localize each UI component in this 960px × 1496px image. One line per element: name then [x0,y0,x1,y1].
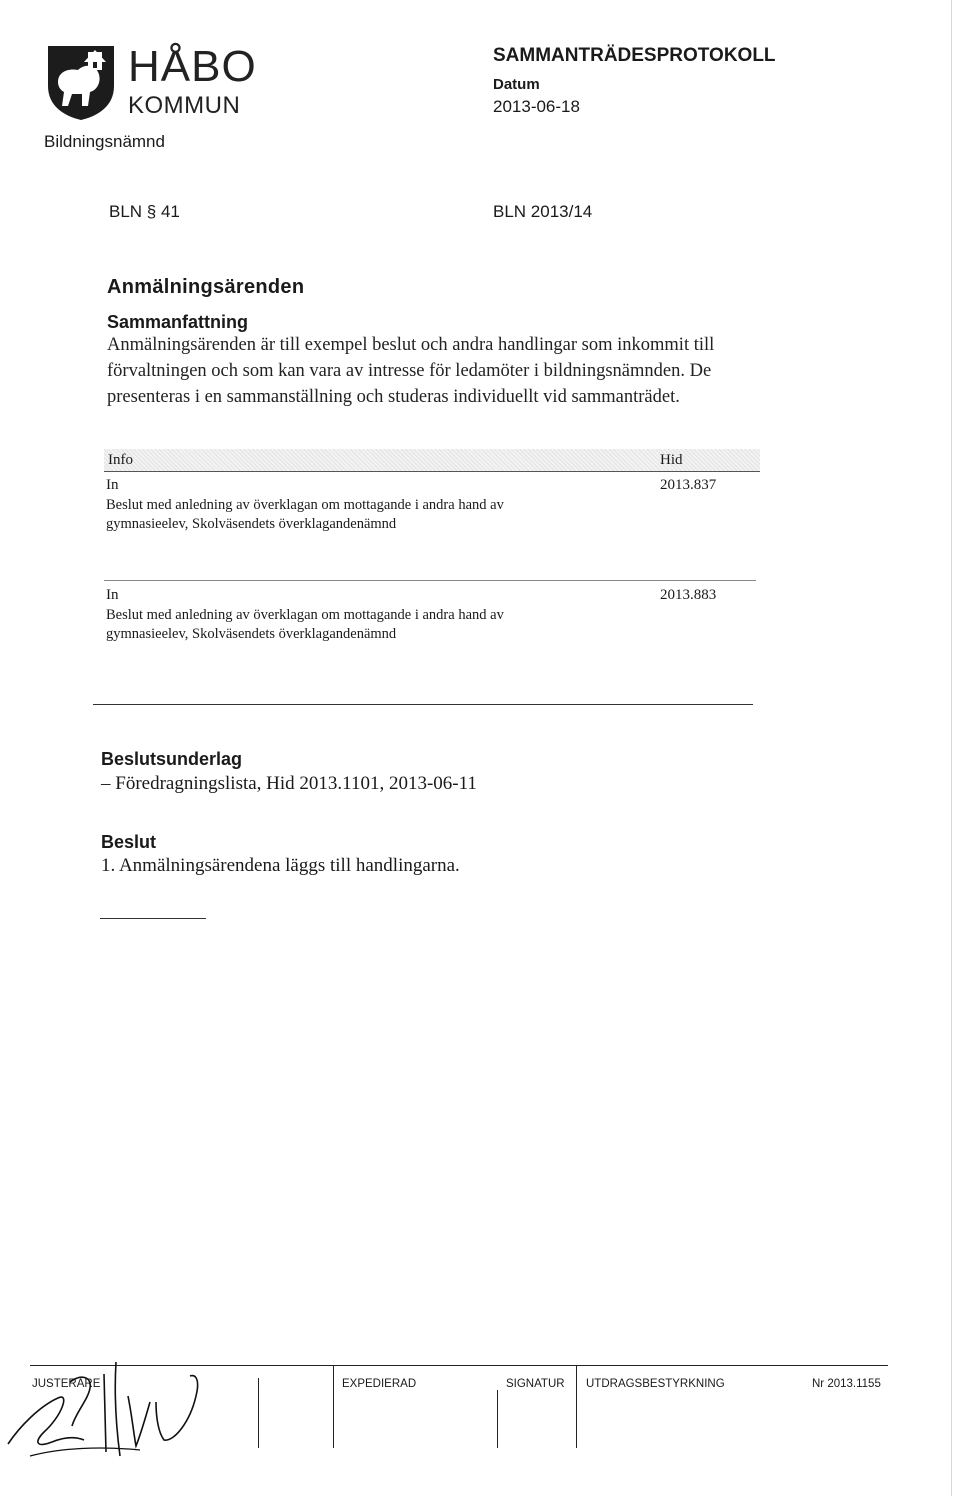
basis-heading: Beslutsunderlag [101,749,243,769]
footer-divider [497,1390,498,1448]
brand-subname: KOMMUN [128,92,241,119]
habo-coat-of-arms-icon [44,42,118,122]
table-row-hid: 2013.837 [660,477,717,493]
committee-name: Bildningsnämnd [44,132,165,151]
footer-justerare-label: JUSTERARE [32,1378,101,1390]
summary-text: Anmälningsärenden är till exempel beslut och andra handlingar som inkommit till förvaltningen och som kan vara av intresse för ledamöter i bildningsnämnden. De presenteras i en sammanställning och studeras individuellt vid sammanträdet. [107,335,715,407]
basis-item: – Föredragningslista, Hid 2013.1101, 2013-06-11 [101,773,477,794]
table-row-type: In [106,477,119,493]
footer-signatur-label: SIGNATUR [506,1378,565,1390]
footer-divider [576,1366,577,1448]
case-number: BLN 2013/14 [493,202,593,221]
handwritten-signature [0,1356,240,1476]
table-row-type: In [106,587,119,603]
document-type: SAMMANTRÄDESPROTOKOLL [493,45,776,66]
footer-divider [258,1378,259,1448]
section-divider [93,704,753,705]
footer-utdragsbestyrkning-label: UTDRAGSBESTYRKNING [586,1378,725,1390]
footer-nr-label: Nr 2013.1155 [812,1378,881,1390]
paragraph-number: BLN § 41 [109,202,180,221]
date-label: Datum [493,76,540,93]
column-header-hid: Hid [660,452,683,468]
footer-expedierad-label: EXPEDIERAD [342,1378,417,1390]
end-divider [100,918,206,919]
table-row-hid: 2013.883 [660,587,717,603]
table-row-description: Beslut med anledning av överklagan om mottagande i andra hand av gymnasieelev, Skolväsendets överklagandenämnd [106,497,504,532]
column-header-info: Info [108,452,133,468]
date-value: 2013-06-18 [493,97,580,116]
summary-heading: Sammanfattning [107,312,249,332]
decision-item: 1. Anmälningsärendena läggs till handlingarna. [101,855,460,876]
table-row-description: Beslut med anledning av överklagan om mottagande i andra hand av gymnasieelev, Skolväsendets överklagandenämnd [106,607,504,642]
decision-heading: Beslut [101,832,157,852]
row-divider [104,580,756,581]
brand-name: HÅBO [128,42,257,91]
scan-edge [951,0,952,1496]
footer-divider [333,1366,334,1448]
main-heading: Anmälningsärenden [107,276,305,298]
